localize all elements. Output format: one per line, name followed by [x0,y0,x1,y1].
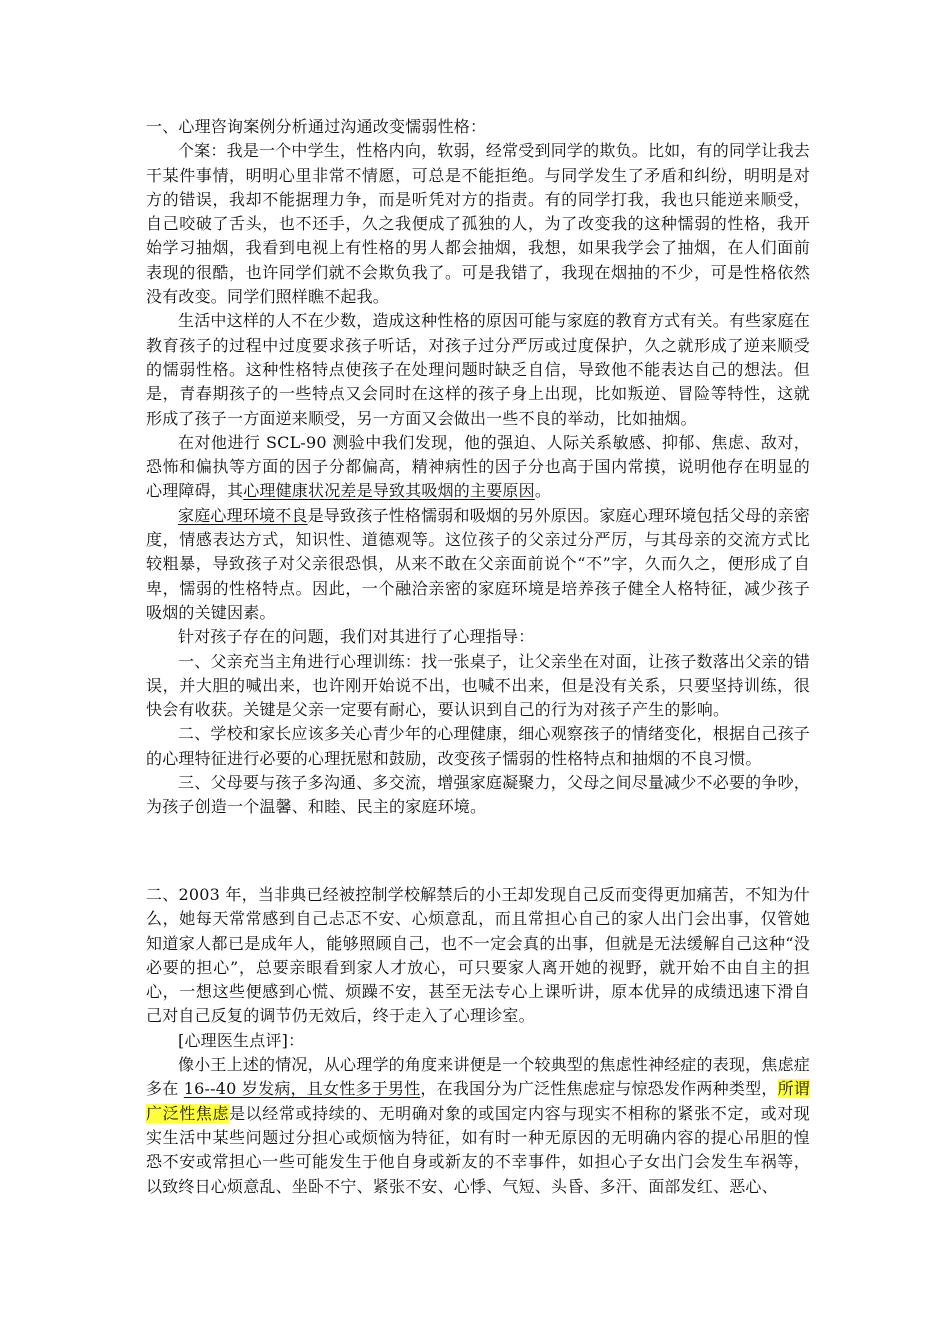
section-two-intro: 二、2003 年，当非典已经被控制学校解禁后的小王却发现自己反而变得更加痛苦，不知为什么，她每天常常感到自己忐忑不安、心烦意乱，而且常担心自己的家人出门会出事，仅管她知道家人都已是成年人，能够照顾自己，也不一定会真的出事，但就是无法缓解自己这种“没必要的担心”，总要亲眼看到家人才放心，可只要家人离开她的视野，就开始不由自主的担心，一想这些便感到心慌、烦躁不安，甚至无法专心上课听讲，原本优异的成绩迅速下滑自己对自己反复的调节仍无效后，终于走入了心理诊室。 [146,885,810,1026]
scl-paragraph [146,431,810,504]
comment-underlined-age: 16--40 岁发病，且女性多于男性 [183,1079,421,1099]
comment-highlighted-term: 所谓广泛性焦虑 [146,1079,811,1123]
family-underlined-phrase: 家庭心理环境不良 [178,505,308,525]
guidance-item-2: 二、学校和家长应该多关心青少年的心理健康，细心观察孩子的情绪变化，根据自己孩子的心理特征进行必要的心理抚慰和鼓励，改变孩子懦弱的性格特点和抽烟的不良习惯。 [146,724,810,768]
section-one-heading: 一、心理咨询案例分析通过沟通改变懦弱性格： [146,117,487,136]
analysis-paragraph: 生活中这样的人不在少数，造成这种性格的原因可能与家庭的教育方式有关。有些家庭在教育孩子的过程中过度要求孩子听话，对孩子过分严厉或过度保护，久之就形成了逆来顺受的懦弱性格。这种性格特点使孩子在处理问题时缺乏自信，导致他不能表达自己的想法。但是，青春期孩子的一些特点又会同时在这样的孩子身上出现，比如叛逆、冒险等特性，这就形成了孩子一方面逆来顺受，另一方面又会做出一些不良的举动，比如抽烟。 [146,311,810,428]
section-two [146,883,810,1199]
family-paragraph-text: 是导致孩子性格懦弱和吸烟的另外原因。家庭心理环境包括父母的亲密度，情感表达方式，知识性、道德观等。这位孩子的父亲过分严厉，与其母亲的交流方式比较粗暴，导致孩子对父亲很恐惧，从来不敢在父亲面前说个“不”字，久而久之，便形成了自卑，懦弱的性格特点。因此，一个融洽亲密的家庭环境是培养孩子健全人格特征，减少孩子吸烟的关键因素。 [146,505,810,622]
section-one [146,115,810,820]
family-paragraph [146,504,810,625]
guidance-item-3: 三、父母要与孩子多沟通、多交流，增强家庭凝聚力，父母之间尽量减少不必要的争吵，为孩子创造一个温馨、和睦、民主的家庭环境。 [146,773,810,817]
scl-underlined-conclusion: 心理健康状况差是导致其吸烟的主要原因 [243,481,535,501]
case-paragraph: 个案：我是一个中学生，性格内向，软弱，经常受到同学的欺负。比如，有的同学让我去干某件事情，明明心里非常不情愿，可总是不能拒绝。与同学发生了矛盾和纠纷，明明是对方的错误，我却不能据理力争，而是听凭对方的指责。有的同学打我，我也只能逆来顺受，自己咬破了舌头，也不还手，久之我便成了孤独的人，为了改变我的这种懦弱的性格，我开始学习抽烟，我看到电视上有性格的男人都会抽烟，我想，如果我学会了抽烟，在人们面前表现的很酷，也许同学们就不会欺负我了。可是我错了，我现在烟抽的不少，可是性格依然没有改变。同学们照样瞧不起我。 [146,141,810,307]
scl-paragraph-end: 。 [534,481,552,501]
guidance-intro: 针对孩子存在的问题，我们对其进行了心理指导： [178,627,535,647]
comment-text-start: 像小王上述的情况，从心理学的角度来讲便是一个较典型的焦虑性神经症的表现，焦虑症多在 [146,1055,810,1099]
comment-text-mid: ，在我国分为广泛性焦虑症与惊恐发作两种类型， [420,1079,778,1099]
doctor-comment-label: [心理医生点评]： [178,1030,305,1050]
doctor-comment-paragraph [146,1053,810,1199]
comment-text-end: 是以经常或持续的、无明确对象的或国定内容与现实不相称的紧张不定，或对现实生活中某些问题过分担心或烦恼为特征，如有时一种无原因的无明确内容的提心吊胆的惶恐不安或常担心一些可能发生于他自身或新友的不幸事件，如担心子女出门会发生车祸等，以致终日心烦意乱、坐卧不宁、紧张不安、心悸、气短、头昏、多汗、面部发红、恶心、 [146,1103,810,1196]
guidance-item-1: 一、父亲充当主角进行心理训练：找一张桌子，让父亲坐在对面，让孩子数落出父亲的错误，并大胆的喊出来，也许刚开始说不出，也喊不出来，但是没有关系，只要坚持训练，很快会有收获。关键是父亲一定要有耐心，要认识到自己的行为对孩子产生的影响。 [146,651,810,720]
scl-paragraph-text: 在对他进行 SCL-90 测验中我们发现，他的强迫、人际关系敏感、抑郁、焦虑、敌对，恐怖和偏执等方面的因子分都偏高，精神病性的因子分也高于国内常摸，说明他存在明显的心理障碍，其 [146,432,810,501]
